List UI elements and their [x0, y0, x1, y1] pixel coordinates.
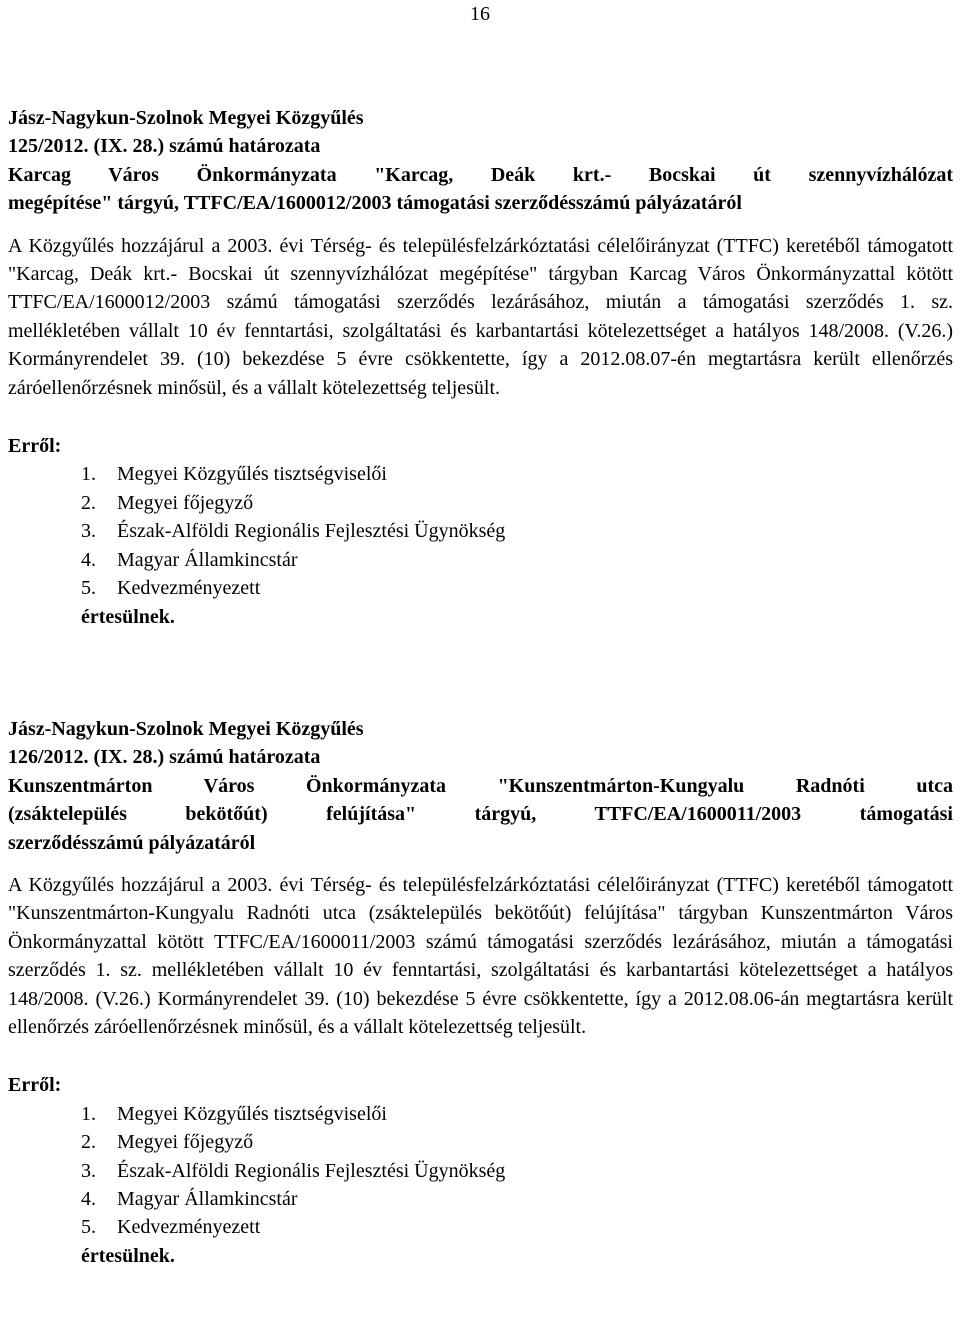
decision-title-line: szerződésszámú pályázatáról — [8, 831, 256, 854]
decision-body: A Közgyűlés hozzájárul a 2003. évi Térség- és településfelzárkóztatási célelőirányzat (TTFC) keretéből támogatott "Kunszentmárton-Kungyalu Radnóti utca (zsáktelepülés bekötőút) felújítása" tárgyban Kunszentmárton Város Önkormányzattal kötött TTFC/EA/1600011/2003 számú támogatási szerződés lezárásához, miután a támogatási szerződés 1. sz. mellékletében vállalt 10 év fenntartási, szolgáltatási és karbantartási kötelezettséget a hatályos 148/2008. (V.26.) Kormányrendelet 39. (10) bekezdése 5 évre csökkentette, így a 2012.08.06-án megtartásra került ellenőrzés záróellenőrzésnek minősül, és a vállalt kötelezettség teljesült. — [8, 873, 953, 1038]
recipient-item — [81, 1185, 953, 1213]
recipient-number: 2. — [81, 491, 96, 514]
decision-126-2012 — [8, 715, 953, 1270]
document-body — [8, 104, 953, 1270]
recipient-item — [81, 574, 953, 602]
notify-label: értesülnek. — [81, 605, 175, 628]
recipient-name: Megyei főjegyző — [117, 491, 254, 514]
decision-body: A Közgyűlés hozzájárul a 2003. évi Térség- és településfelzárkóztatási célelőirányzat (TTFC) keretéből támogatott "Karcag, Deák krt.- Bocskai út szennyvízhálózat megépítése" tárgyban Karcag Város Önkormányzattal kötött TTFC/EA/1600012/2003 számú támogatási szerződés lezárásához, miután a támogatási szerződés 1. sz. mellékletében vállalt 10 év fenntartási, szolgáltatási és karbantartási kötelezettséget a hatályos 148/2008. (V.26.) Kormányrendelet 39. (10) bekezdése 5 évre csökkentette, így a 2012.08.07-én megtartásra került ellenőrzés záróellenőrzésnek minősül, és a vállalt kötelezettség teljesült. — [8, 234, 953, 399]
recipient-name: Megyei főjegyző — [117, 1131, 254, 1154]
decision-title-line: Karcag Város Önkormányzata "Karcag, Deák krt.- Bocskai út szennyvízhálózat — [8, 163, 953, 186]
recipient-number: 5. — [81, 1216, 96, 1239]
recipient-item — [81, 460, 953, 488]
recipient-number: 1. — [81, 463, 96, 486]
recipient-number: 3. — [81, 520, 96, 543]
notify-label: értesülnek. — [81, 1244, 175, 1267]
recipient-number: 2. — [81, 1131, 96, 1154]
recipient-number: 4. — [81, 548, 96, 571]
recipient-number: 4. — [81, 1188, 96, 1210]
recipient-item — [81, 546, 953, 574]
recipient-list — [8, 460, 953, 602]
decision-heading — [8, 715, 953, 857]
decision-title-line: (zsáktelepülés bekötőút) felújítása" tárgyú, TTFC/EA/1600011/2003 támogatási — [8, 803, 953, 826]
decision-125-2012 — [8, 104, 953, 631]
recipient-item — [81, 1213, 953, 1241]
recipient-name: Kedvezményezett — [117, 577, 261, 600]
page-number: 16 — [470, 3, 490, 25]
recipient-item — [81, 489, 953, 517]
council-name: Jász-Nagykun-Szolnok Megyei Közgyűlés — [8, 107, 364, 129]
recipient-number: 1. — [81, 1102, 96, 1125]
recipient-number: 5. — [81, 577, 96, 600]
recipient-item — [81, 1128, 953, 1156]
recipient-item — [81, 1100, 953, 1128]
decision-number: 125/2012. (IX. 28.) számú határozata — [8, 135, 321, 158]
recipient-name: Észak-Alföldi Regionális Fejlesztési Ügynökség — [117, 1159, 506, 1182]
errol-label: Erről: — [8, 1074, 62, 1097]
recipient-list — [8, 1100, 953, 1242]
recipient-number: 3. — [81, 1159, 96, 1182]
recipient-name: Kedvezményezett — [117, 1216, 261, 1239]
recipient-item — [81, 1157, 953, 1185]
council-name: Jász-Nagykun-Szolnok Megyei Közgyűlés — [8, 717, 364, 740]
recipient-name: Magyar Államkincstár — [117, 1188, 298, 1210]
recipient-item — [81, 517, 953, 545]
recipient-name: Észak-Alföldi Regionális Fejlesztési Ügynökség — [117, 520, 506, 543]
recipient-name: Magyar Államkincstár — [117, 548, 298, 571]
decision-title-line: Kunszentmárton Város Önkormányzata "Kunszentmárton-Kungyalu Radnóti utca — [8, 774, 953, 797]
recipient-name: Megyei Közgyűlés tisztségviselői — [117, 1102, 387, 1125]
decision-heading — [8, 104, 953, 218]
recipient-name: Megyei Közgyűlés tisztségviselői — [117, 463, 387, 486]
decision-title-line: megépítése" tárgyú, TTFC/EA/1600012/2003 támogatási szerződésszámú pályázatáról — [8, 192, 742, 215]
decision-number: 126/2012. (IX. 28.) számú határozata — [8, 746, 321, 769]
errol-label: Erről: — [8, 435, 62, 458]
